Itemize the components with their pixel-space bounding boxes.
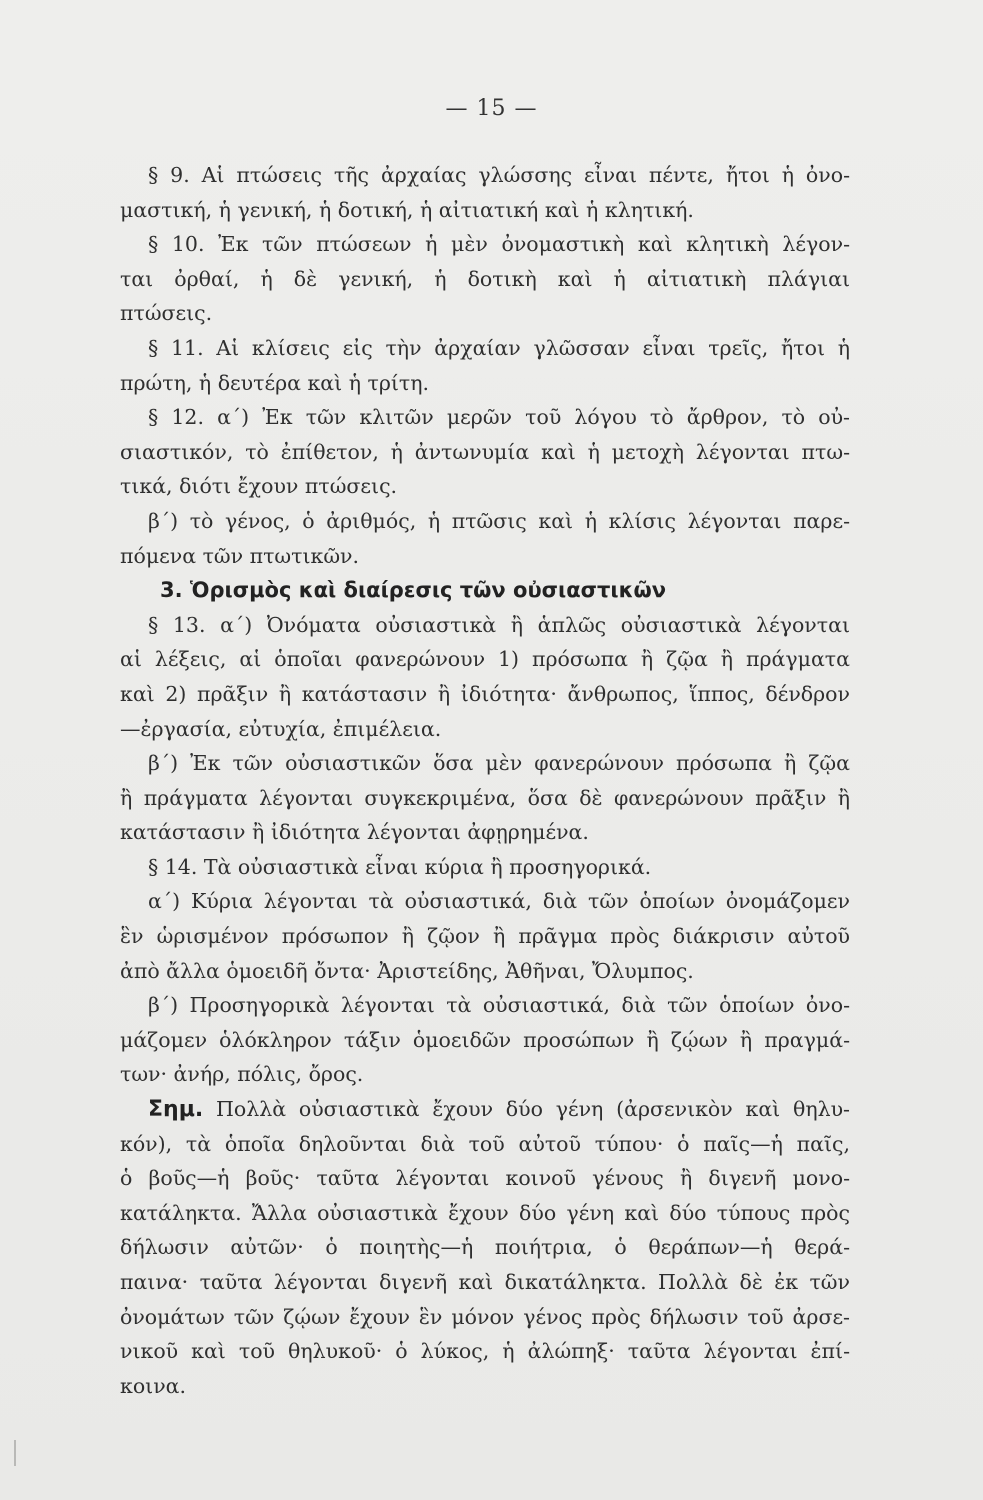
paragraph-14b-line: β΄) Προσηγορικὰ λέγονται τὰ οὐσιαστικά, διὰ τῶν ὁποίων ὀνο- (148, 993, 850, 1018)
note-text: Πολλὰ οὐσιαστικὰ ἔχουν δύο γένη (ἀρσενικὸν καὶ θηλυ- (216, 1097, 850, 1122)
paragraph-13b-line: ἢ πράγματα λέγονται συγκεκριμένα, ὅσα δὲ φανερώνουν πρᾶξιν ἢ (120, 785, 850, 810)
paragraph-11-line: § 11. Αἱ κλίσεις εἰς τὴν ἀρχαίαν γλῶσσαν εἶναι τρεῖς, ἤτοι ἡ (148, 335, 850, 360)
paragraph-13b-line: κατάστασιν ἢ ἰδιότητα λέγονται ἀφῃρημένα. (120, 820, 589, 845)
paragraph-9-line: § 9. Αἱ πτώσεις τῆς ἀρχαίας γλώσσης εἶναι πέντε, ἤτοι ἡ ὀνο- (148, 163, 850, 187)
note-line: κόν), τὰ ὁποῖα δηλοῦνται διὰ τοῦ αὐτοῦ τύπου· ὁ παῖς—ἡ παῖς, (120, 1131, 850, 1156)
paragraph-14a-line: α΄) Κύρια λέγονται τὰ οὐσιαστικά, διὰ τῶν ὁποίων ὀνομάζομεν (148, 889, 850, 914)
paragraph-10-line: ται ὀρθαί, ἡ δὲ γενική, ἡ δοτικὴ καὶ ἡ αἰτιατικὴ πλάγιαι (120, 266, 850, 291)
paragraph-13b-line: β΄) Ἐκ τῶν οὐσιαστικῶν ὅσα μὲν φανερώνουν πρόσωπα ἢ ζῷα (148, 751, 850, 776)
note-line: νικοῦ καὶ τοῦ θηλυκοῦ· ὁ λύκος, ἡ ἀλώπηξ· ταῦτα λέγονται ἐπί- (120, 1339, 850, 1364)
paragraph-12-line: τικά, διότι ἔχουν πτώσεις. (120, 474, 398, 499)
paragraph-13-line: § 13. α΄) Ὀνόματα οὐσιαστικὰ ἢ ἁπλῶς οὐσιαστικὰ λέγονται (148, 612, 850, 637)
paragraph-12-line: § 12. α΄) Ἐκ τῶν κλιτῶν μερῶν τοῦ λόγου τὸ ἄρθρον, τὸ οὐ- (148, 405, 850, 430)
note-line: κοινα. (120, 1373, 187, 1398)
paragraph-11-line: πρώτη, ἡ δευτέρα καὶ ἡ τρίτη. (120, 370, 430, 395)
paragraph-12-line: σιαστικόν, τὸ ἐπίθετον, ἡ ἀντωνυμία καὶ ἡ μετοχὴ λέγονται πτω- (120, 439, 850, 464)
paragraph-13-line: καὶ 2) πρᾶξιν ἢ κατάστασιν ἢ ἰδιότητα· ἄνθρωπος, ἵππος, δένδρον (120, 681, 850, 706)
paragraph-14-line: § 14. Τὰ οὐσιαστικὰ εἶναι κύρια ἢ προσηγορικά. (148, 854, 652, 879)
paragraph-14b-line: μάζομεν ὁλόκληρον τάξιν ὁμοειδῶν προσώπων ἢ ζῴων ἢ πραγμά- (120, 1027, 850, 1052)
note-line: δήλωσιν αὐτῶν· ὁ ποιητὴς—ἡ ποιήτρια, ὁ θεράπων—ἡ θερά- (120, 1235, 850, 1260)
paragraph-13-line: αἱ λέξεις, αἱ ὁποῖαι φανερώνουν 1) πρόσωπα ἢ ζῷα ἢ πράγματα (120, 647, 850, 672)
paragraph-14a-line: ἀπὸ ἄλλα ὁμοειδῆ ὄντα· Ἀριστείδης, Ἀθῆναι, Ὄλυμπος. (120, 958, 694, 983)
page-number: — 15 — (445, 96, 538, 121)
paragraph-10-line: πτώσεις. (120, 301, 213, 326)
note-label: Σημ. (148, 1097, 204, 1123)
paragraph-12b-line: β΄) τὸ γένος, ὁ ἀριθμός, ἡ πτῶσις καὶ ἡ κλίσις λέγονται παρε- (148, 508, 850, 533)
note-line: κατάληκτα. Ἄλλα οὐσιαστικὰ ἔχουν δύο γένη καὶ δύο τύπους πρὸς (120, 1200, 850, 1225)
paragraph-13-line: —ἐργασία, εὐτυχία, ἐπιμέλεια. (120, 716, 442, 741)
margin-scan-mark (14, 1440, 16, 1466)
paragraph-10-line: § 10. Ἐκ τῶν πτώσεων ἡ μὲν ὀνομαστικὴ καὶ κλητικὴ λέγον- (148, 232, 850, 257)
section-heading: 3. Ὁρισμὸς καὶ διαίρεσις τῶν οὐσιαστικῶν (160, 578, 667, 603)
paragraph-14b-line: των· ἀνήρ, πόλις, ὄρος. (120, 1062, 364, 1087)
note-line: παινα· ταῦτα λέγονται διγενῆ καὶ δικατάληκτα. Πολλὰ δὲ ἐκ τῶν (120, 1270, 850, 1294)
note-line: ὀνομάτων τῶν ζῴων ἔχουν ἓν μόνον γένος πρὸς δήλωσιν τοῦ ἀρσε- (120, 1304, 850, 1329)
paragraph-12b-line: πόμενα τῶν πτωτικῶν. (120, 543, 360, 568)
note-line: ὁ βοῦς—ἡ βοῦς· ταῦτα λέγονται κοινοῦ γένους ἢ διγενῆ μονο- (120, 1166, 850, 1191)
paragraph-9-line: μαστική, ἡ γενική, ἡ δοτική, ἡ αἰτιατική καὶ ἡ κλητική. (120, 197, 694, 222)
note-line (120, 1092, 850, 1127)
page-body (120, 158, 850, 1403)
paragraph-14a-line: ἓν ὡρισμένον πρόσωπον ἢ ζῷον ἢ πρᾶγμα πρὸς διάκρισιν αὐτοῦ (120, 924, 850, 949)
